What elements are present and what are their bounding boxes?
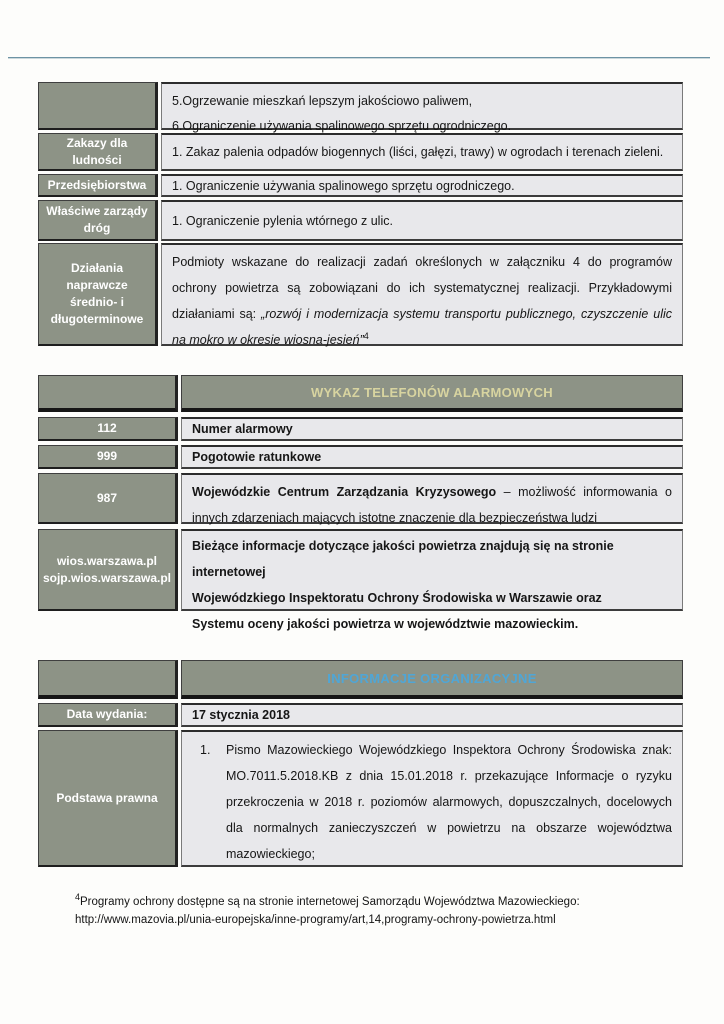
label-line: dróg [83,221,111,235]
label-line: Zakazy dla [66,135,128,150]
row-content-cell [181,473,683,524]
row-content-cell [181,445,683,469]
legal-basis-text: Pismo Mazowieckiego Wojewódzkiego Inspektora Ochrony Środowiska znak: MO.7011.5.2018.KB z dnia 15.01.2018 r. przekazujące Informacje o ryzyku przekroczenia w 2018 r. poziomów alarmowych, dopuszczalnych, docelowych dla normalnych zanieczyszczeń w powietrzu na obszarze województwa mazowieckiego; [226,743,672,861]
table-row [38,133,683,171]
header-label-cell [38,660,178,699]
legal-basis-cell [181,730,683,867]
table-row [38,730,683,867]
phone-number-cell: 987 [38,473,178,524]
table-row [38,243,683,346]
list-number: 1. [200,743,211,757]
table-row [38,473,683,524]
footnote-text: Programy ochrony dostępne są na stronie internetowej Samorządu Województwa Mazowieckiego: [80,896,580,908]
footnote [75,893,655,929]
measure-text: 1. Ograniczenie używania spalinowego sprzętu ogrodniczego. [172,178,515,193]
header-divider-line [8,57,710,58]
measure-quote-italic: „rozwój i modernizacja systemu transportu publicznego, czyszczenie ulic na mokro w okresie wiosna-jesień” [172,307,672,347]
header-label-cell [38,375,178,412]
phone-description: Pogotowie ratunkowe [192,450,322,464]
measure-text: 1. Ograniczenie pylenia wtórnego z ulic. [172,213,393,228]
table-row [38,417,683,441]
label-line: ludności [72,152,122,167]
measures-table [38,82,683,346]
table-row [38,200,683,241]
footnote-reference: 4 [363,330,369,341]
measure-paragraph: Podmioty wskazane do realizacji zadań określonych w załączniku 4 do programów ochrony powietrza są zobowiązani do ich systematycznej realizacji. Przykładowymi działaniami są: [172,255,672,321]
row-label-cell [38,243,158,346]
phone-description: Numer alarmowy [192,422,293,436]
label-line: Przedsiębiorstwa [47,177,147,192]
measure-line: 6.Ograniczenie używania spalinowego sprzętu ogrodniczego. [172,119,512,133]
footnote-line [75,893,655,911]
issue-date-cell [181,703,683,727]
info-line: Bieżące informacje dotyczące jakości powietrza znajdują się na stronie internetowej [192,539,614,579]
phone-description: – możliwość informowania o innych zdarzeniach mających istotne znaczenie dla bezpieczeństwa ludzi [192,485,672,525]
row-label-cell [38,82,158,130]
legal-basis-item [192,732,672,867]
measure-line: 5.Ogrzewanie mieszkań lepszym jakościowo paliwem, [172,94,473,108]
footnote-marker: 4 [75,892,81,903]
table-header-row [38,660,683,699]
phone-number-cell: 112 [38,417,178,441]
measure-text: 1. Zakaz palenia odpadów biogennych (liści, gałęzi, trawy) w ogrodach i terenach zieleni. [172,145,664,159]
info-line: Systemu oceny jakości powietrza w województwie mazowieckim. [192,617,579,631]
table-row [38,529,683,631]
phone-number-cell: 999 [38,445,178,469]
row-content-cell [161,174,683,197]
table-row [38,82,683,133]
website-address: sojp.wios.warszawa.pl [42,570,172,585]
website-label-cell [38,529,178,611]
issue-date: 17 stycznia 2018 [192,708,290,722]
row-content-cell [161,243,683,346]
row-content-cell [161,133,683,171]
row-content-cell [181,417,683,441]
label-line: naprawcze [66,278,128,292]
table-header-row [38,375,683,412]
table-title: WYKAZ TELEFONÓW ALARMOWYCH [181,375,683,412]
row-content-cell [181,529,683,631]
label-line: Działania [70,261,124,275]
website-address: wios.warszawa.pl [56,553,158,568]
row-label-cell [38,174,158,197]
table-row [38,174,683,197]
table-row [38,445,683,469]
table-row [38,703,683,727]
info-line: Wojewódzkiego Inspektoratu Ochrony Środowiska w Warszawie oraz [192,591,602,605]
row-label-cell: Podstawa prawna [38,730,178,867]
emergency-phones-table [38,375,683,631]
label-line: długoterminowe [50,312,144,326]
row-label-cell: Data wydania: [38,703,178,727]
label-line: Właściwe zarządy [46,204,148,218]
row-label-cell [38,133,158,171]
label-line: średnio- i [69,295,124,309]
row-content-cell [161,200,683,241]
org-info-table [38,660,683,867]
row-content-cell [161,82,683,133]
row-label-cell [38,200,158,241]
phone-description-bold: Wojewódzkie Centrum Zarządzania Kryzysowego [192,485,497,499]
table-title: INFORMACJE ORGANIZACYJNE [181,660,683,699]
footnote-url: http://www.mazovia.pl/unia-europejska/inne-programy/art,14,programy-ochrony-powietrza.html [75,914,556,926]
